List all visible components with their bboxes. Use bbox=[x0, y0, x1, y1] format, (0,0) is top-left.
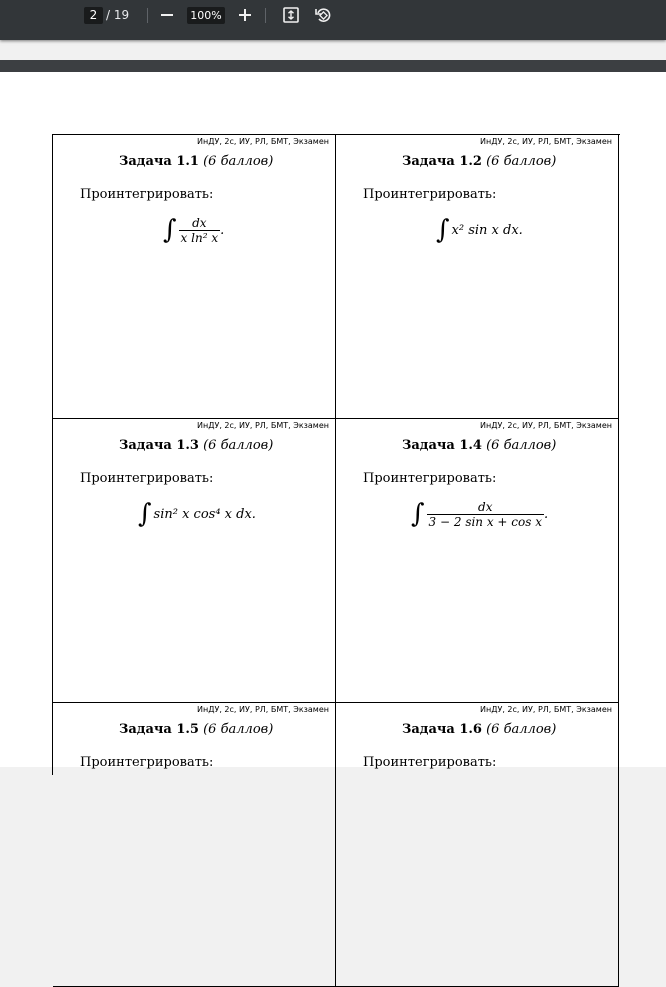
card-header: ИнДУ, 2с, ИУ, РЛ, БМТ, Экзамен bbox=[480, 137, 612, 146]
card-header: ИнДУ, 2с, ИУ, РЛ, БМТ, Экзамен bbox=[197, 421, 329, 430]
card-header: ИнДУ, 2с, ИУ, РЛ, БМТ, Экзамен bbox=[480, 705, 612, 714]
task-formula: ∫ $\frac{dx}{\text{3 − 2 sin x + cos x}}$ . bbox=[411, 499, 549, 529]
task-title: Задача 1.4 (6 баллов) bbox=[402, 438, 557, 453]
fit-page-icon[interactable] bbox=[282, 6, 300, 24]
task-formula: ∫ x² sin x dx. bbox=[436, 215, 523, 245]
card-header: ИнДУ, 2с, ИУ, РЛ, БМТ, Экзамен bbox=[197, 137, 329, 146]
task-title: Задача 1.3 (6 баллов) bbox=[119, 438, 274, 453]
task-instruction: Проинтегрировать: bbox=[363, 471, 497, 486]
task-formula: ∫ sin² x cos⁴ x dx. bbox=[138, 499, 256, 529]
plus-icon[interactable] bbox=[236, 6, 254, 24]
task-card bbox=[336, 703, 619, 987]
task-formula: ∫ $\frac{dx}{\text{x ln² x}}$ . bbox=[163, 215, 225, 245]
task-instruction: Проинтегрировать: bbox=[363, 755, 497, 770]
card-header: ИнДУ, 2с, ИУ, РЛ, БМТ, Экзамен bbox=[480, 421, 612, 430]
page-total: / 19 bbox=[106, 8, 130, 22]
task-card bbox=[336, 419, 619, 703]
task-title: Задача 1.1 (6 баллов) bbox=[119, 154, 274, 169]
toolbar-divider bbox=[265, 8, 266, 23]
task-title: Задача 1.5 (6 баллов) bbox=[119, 722, 274, 737]
task-grid bbox=[52, 134, 620, 775]
pdf-toolbar bbox=[0, 0, 666, 40]
rotate-icon[interactable] bbox=[313, 5, 333, 25]
task-instruction: Проинтегрировать: bbox=[363, 187, 497, 202]
task-title: Задача 1.6 (6 баллов) bbox=[402, 722, 557, 737]
minus-icon[interactable] bbox=[158, 6, 176, 24]
task-card bbox=[53, 703, 336, 987]
task-instruction: Проинтегрировать: bbox=[80, 755, 214, 770]
page-separator bbox=[0, 60, 666, 72]
pdf-page bbox=[0, 72, 666, 770]
card-header: ИнДУ, 2с, ИУ, РЛ, БМТ, Экзамен bbox=[197, 705, 329, 714]
toolbar-divider bbox=[147, 8, 148, 23]
task-card bbox=[53, 419, 336, 703]
task-instruction: Проинтегрировать: bbox=[80, 471, 214, 486]
zoom-level-input[interactable]: 100% bbox=[187, 7, 225, 24]
task-title: Задача 1.2 (6 баллов) bbox=[402, 154, 557, 169]
page-number-input[interactable]: 2 bbox=[84, 7, 103, 24]
task-card bbox=[53, 135, 336, 419]
task-card bbox=[336, 135, 619, 419]
task-instruction: Проинтегрировать: bbox=[80, 187, 214, 202]
